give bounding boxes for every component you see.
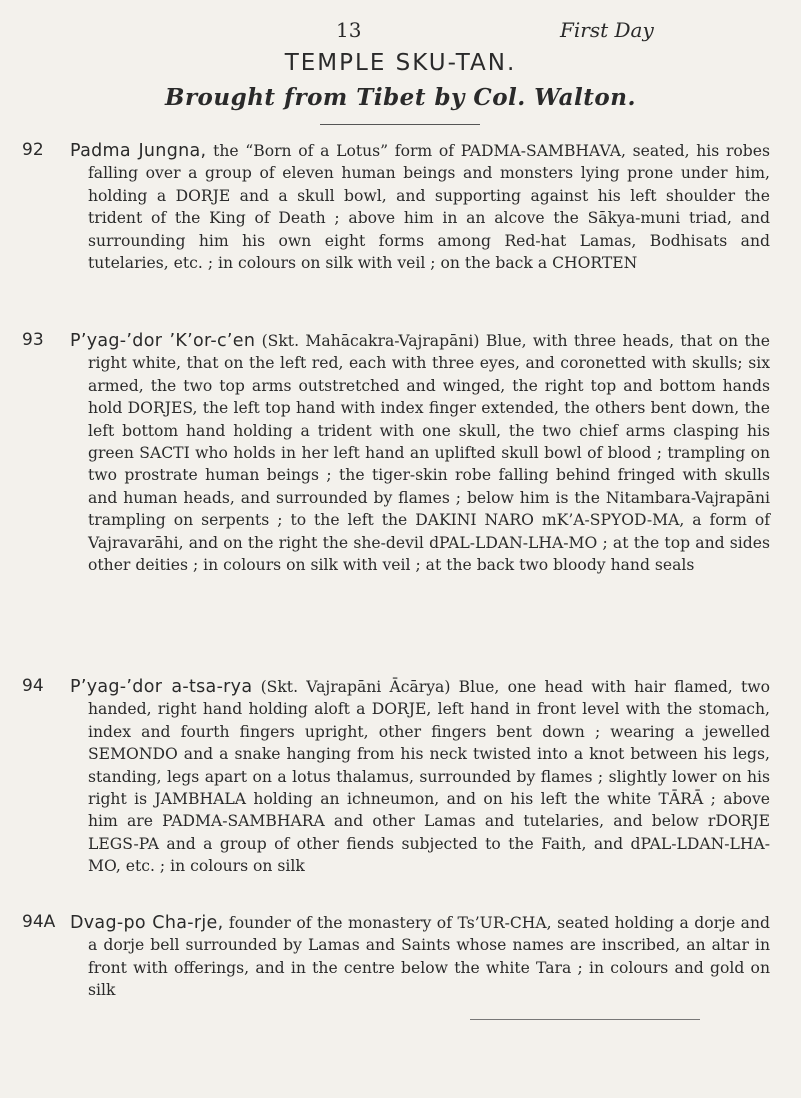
entry-description: (Skt. Vajrapāni Ācārya) Blue, one head with hair flamed, two handed, right hand holding aloft a DORJE, left hand in front level with the stomach, index and fourth fingers upright, other fingers bent down ; wearing a jewelled SEMONDO and a snake hanging from his neck twisted into a knot between his legs, standing, legs apart on a lotus thalamus, surrounded by flames ; slightly lower on his right is JAMBHALA holding an ichneumon, and on his left the white TĀRĀ ; above him are PADMA-SAMBHARA and other Lamas and tutelaries, and below rDORJE LEGS-PA and a group of other fiends subjected to the Faith, and dPAL-LDAN-LHA-MO, etc. ; in colours on silk [88,678,770,876]
entry-heading: Padma Jungna, [70,141,207,161]
entry-description: founder of the monastery of Ts’UR-CHA, seated holding a dorje and a dorje bell surrounded by Lamas and Saints whose names are inscribed, an altar in front with offerings, and in the centre below the white Tara ; in colours and gold on silk [88,914,770,1000]
entry-heading: P’yag-’dor a-tsa-rya [70,677,253,697]
entry-heading: P’yag-’dor ’K’or-c’en [70,331,256,351]
bottom-rule [470,1019,700,1020]
entry-number: 92 [22,140,44,160]
entry-heading: Dvag-po Cha-rje, [70,913,224,933]
entry-text [70,676,770,878]
running-title: First Day [560,18,654,42]
page-subtitle: Brought from Tibet by Col. Walton. [165,84,636,111]
page-title: TEMPLE SKU-TAN. [284,50,517,76]
entry-text [70,330,770,576]
page-number: 13 [336,18,362,42]
entry-text [70,912,770,1002]
entry-number: 94A [22,912,56,932]
entry-description: (Skt. Mahācakra-Vajrapāni) Blue, with three heads, that on the right white, that on the left red, each with three eyes, and coronetted with skulls; six armed, the two top arms outstretched and winged, the right top and bottom hands hold DORJES, the left top hand with index finger extended, the others bent down, the left bottom hand holding a trident with one skull, the two chief arms clasping his green SACTI who holds in her left hand an uplifted skull bowl of blood ; trampling on two prostrate human beings ; the tiger-skin robe falling behind fringed with skulls and human heads, and surrounded by flames ; below him is the Nitambara-Vajrapāni trampling on serpents ; to the left the DAKINI NARO mK’A-SPYOD-MA, a form of Vajravarāhi, and on the right the she-devil dPAL-LDAN-LHA-MO ; at the top and sides other deities ; in colours on silk with veil ; at the back two bloody hand seals [88,332,771,575]
entry-text [70,140,770,274]
entry-description: the “Born of a Lotus” form of PADMA-SAMBHAVA, seated, his robes falling over a group of eleven human beings and monsters lying prone under him, holding a DORJE and a skull bowl, and supporting against his left shoulder the trident of the King of Death ; above him in an alcove the Sākya-muni triad, and surrounding him his own eight forms among Red-hat Lamas, Bodhisats and tutelaries, etc. ; in colours on silk with veil ; on the back a CHORTEN [88,142,770,273]
entry-number: 94 [22,676,44,696]
running-head [0,18,801,44]
title-rule [320,124,480,125]
entry-number: 93 [22,330,44,350]
